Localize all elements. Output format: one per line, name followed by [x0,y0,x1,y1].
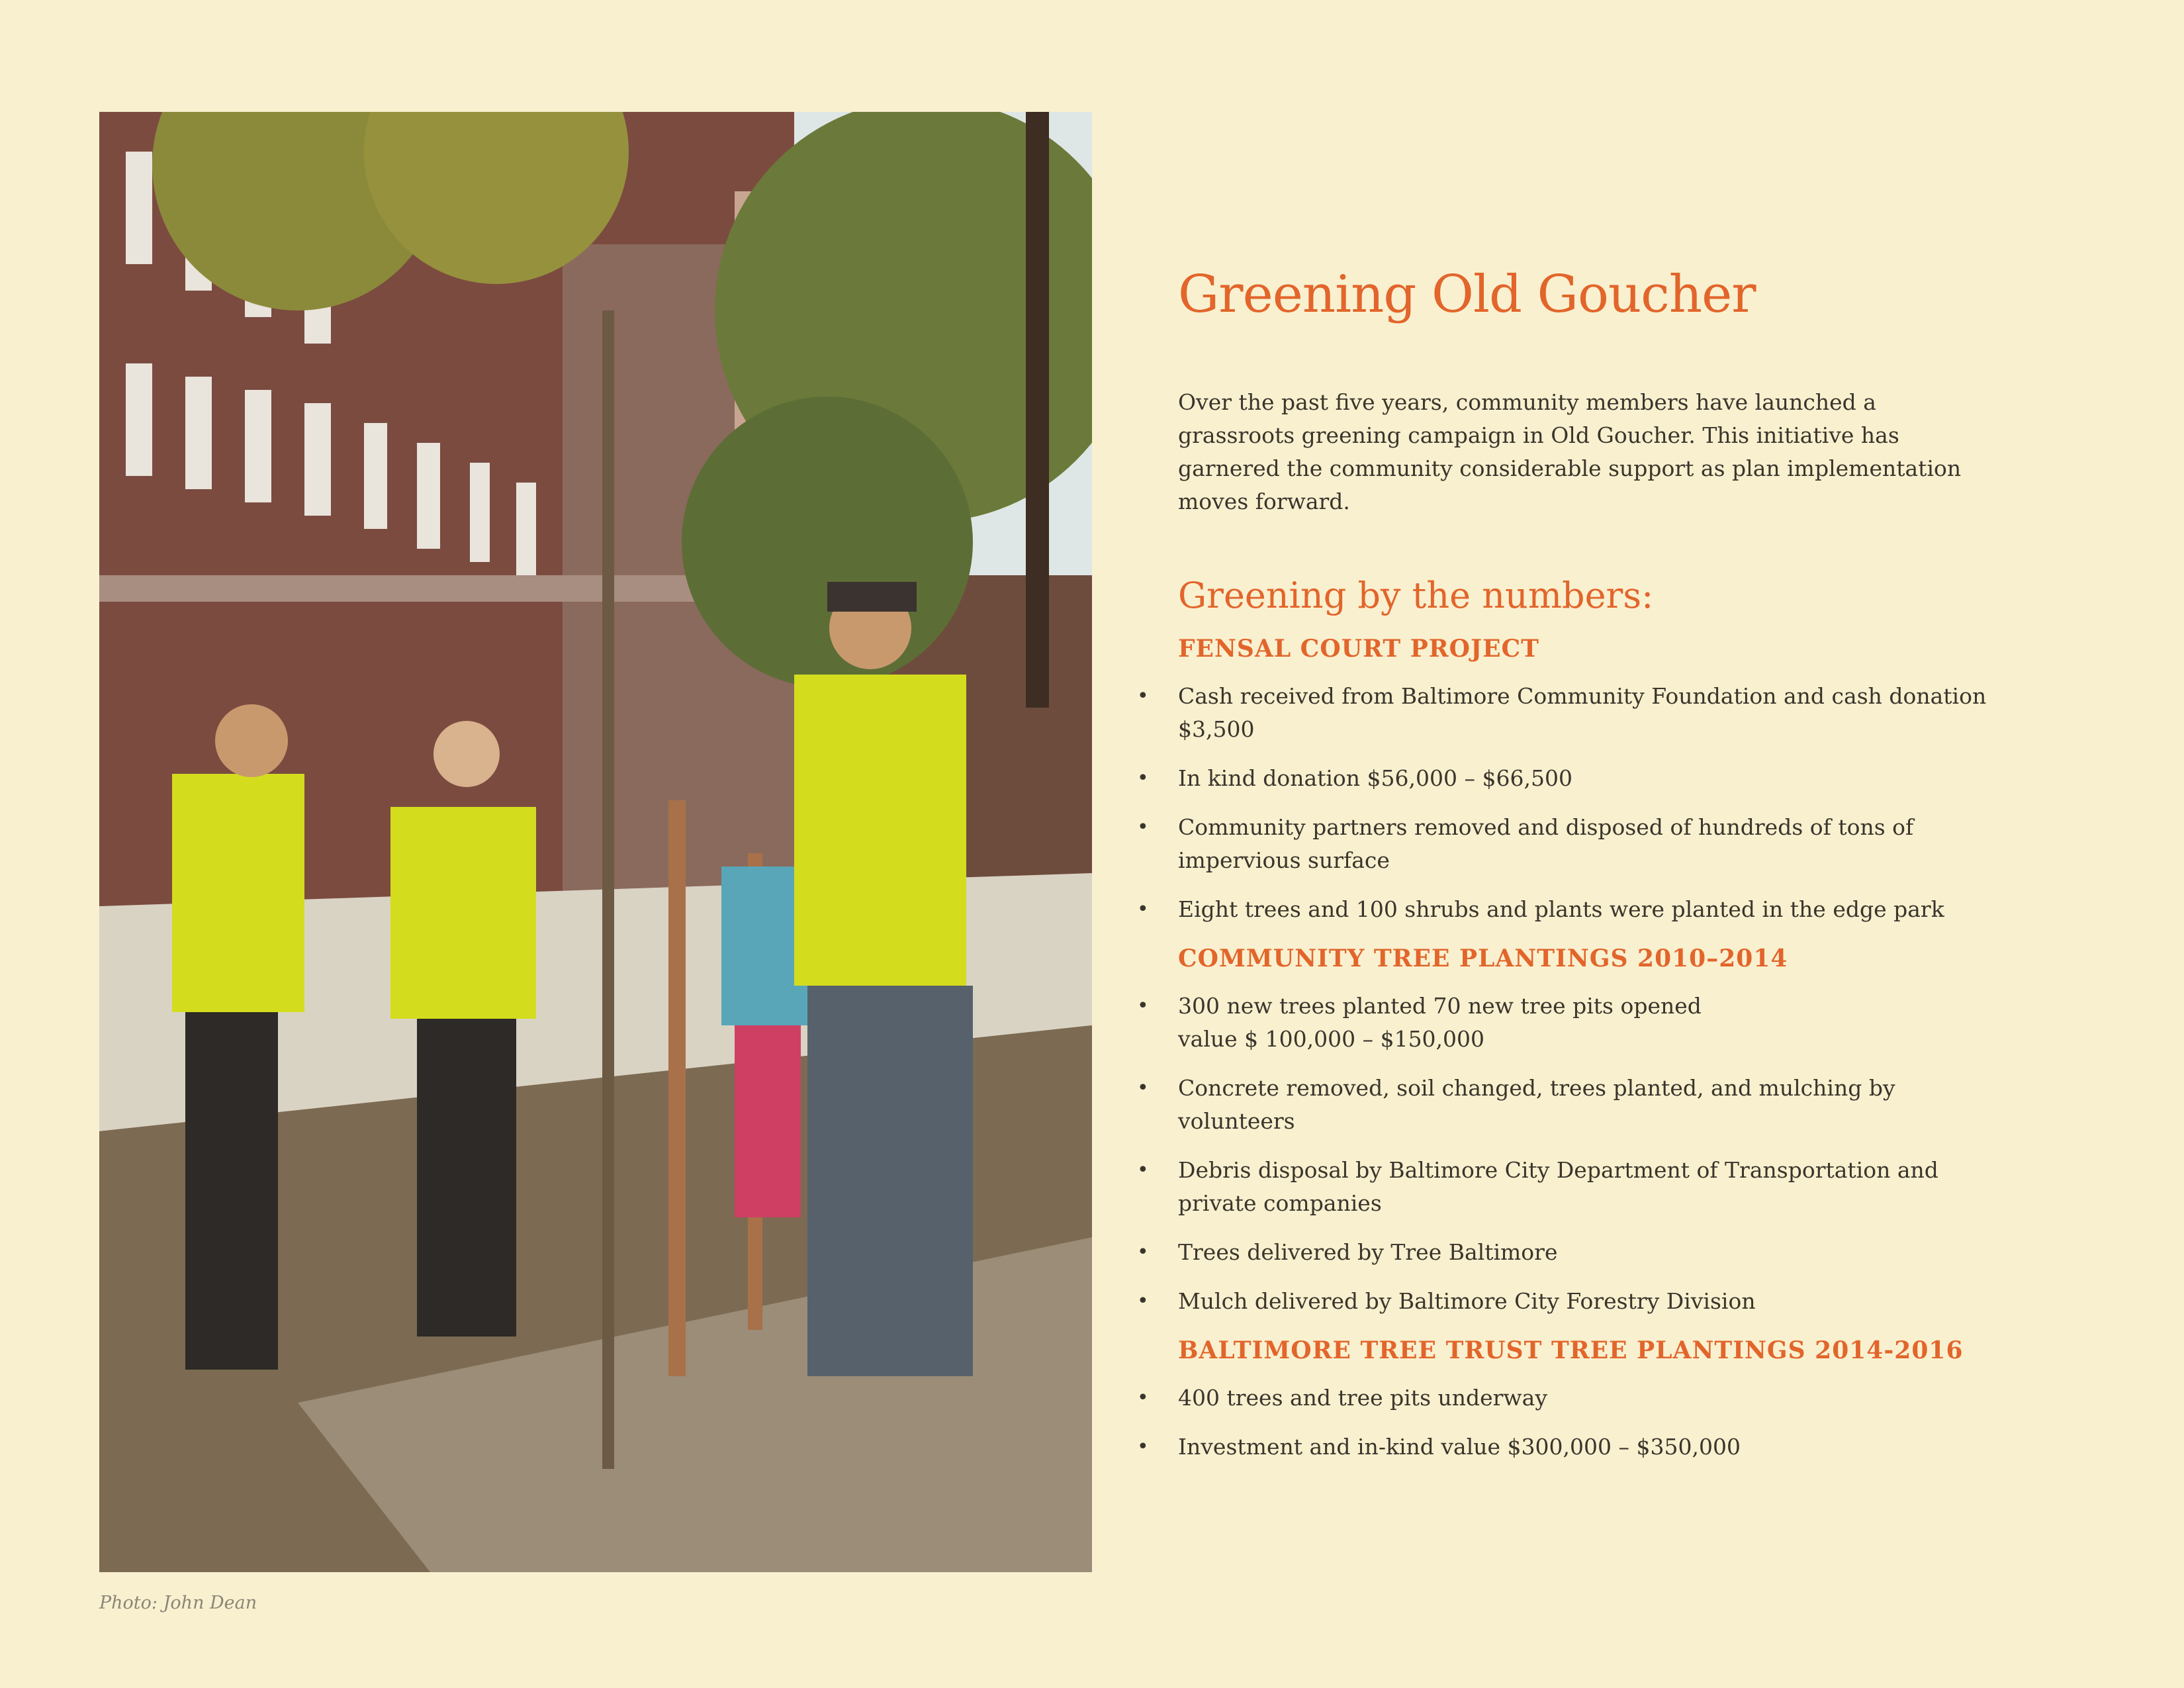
bullet-icon: • [1137,1241,1149,1264]
list-item: • Concrete removed, soil changed, trees planted, and mulching by volunteers [1178,1072,1999,1138]
bullet-icon: • [1137,1076,1149,1100]
section-heading-community-tree-plantings: COMMUNITY TREE PLANTINGS 2010–2014 [1178,945,1788,972]
photo-caption: Photo: John Dean [99,1593,257,1613]
bullet-icon: • [1137,1435,1149,1458]
numbers-subtitle: Greening by the numbers: [1178,575,1654,616]
bullet-icon: • [1137,684,1149,708]
list-item: • Debris disposal by Baltimore City Department of Transportation and private companies [1178,1154,1999,1220]
list-item: • In kind donation $56,000 – $66,500 [1178,762,1999,795]
bullet-icon: • [1137,898,1149,921]
list-item: • 400 trees and tree pits underway [1178,1382,1999,1415]
list-item: • Community partners removed and disposed of hundreds of tons of impervious surface [1178,811,1999,877]
bullet-icon: • [1137,1289,1149,1313]
bullet-icon: • [1137,1386,1149,1409]
section-heading-baltimore-tree-trust: BALTIMORE TREE TRUST TREE PLANTINGS 2014-2016 [1178,1336,1964,1364]
section-heading-fensal-court: FENSAL COURT PROJECT [1178,635,1539,663]
fensal-court-list [1137,680,1999,926]
volunteers-photo [99,112,1092,1572]
community-tree-plantings-list [1137,990,1999,1318]
bullet-icon: • [1137,994,1149,1017]
bullet-icon: • [1137,767,1149,790]
article [1137,261,1999,1479]
baltimore-tree-trust-list [1137,1382,1999,1464]
photo-illustration [99,112,1092,1572]
intro-paragraph: Over the past five years, community members have launched a grassroots greening campaign in Old Goucher. This initiative has garnered the community considerable support as plan implementation moves forward. [1178,389,1962,514]
bullet-icon: • [1137,1158,1149,1182]
list-item: • 300 new trees planted 70 new tree pits opened value $ 100,000 – $150,000 [1178,990,1999,1056]
bullet-icon: • [1137,816,1149,839]
list-item: • Trees delivered by Tree Baltimore [1178,1236,1999,1269]
page-title: Greening Old Goucher [1178,265,1756,324]
list-item: • Mulch delivered by Baltimore City Forestry Division [1178,1285,1999,1318]
list-item: • Investment and in-kind value $300,000 – $350,000 [1178,1430,1999,1464]
list-item: • Eight trees and 100 shrubs and plants were planted in the edge park [1178,893,1999,926]
list-item: • Cash received from Baltimore Community Foundation and cash donation $3,500 [1178,680,1999,746]
